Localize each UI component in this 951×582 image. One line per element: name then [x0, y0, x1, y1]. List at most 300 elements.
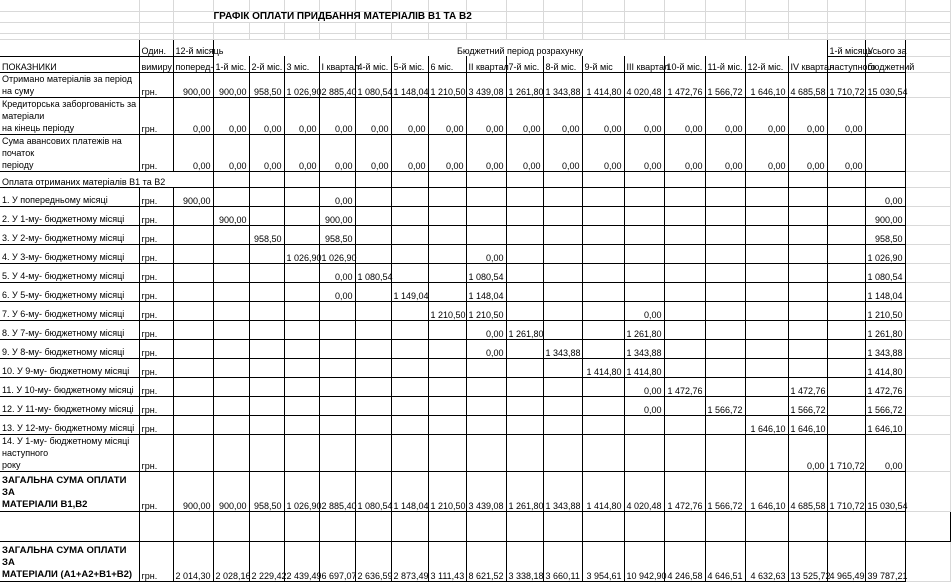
column-header: 6 міс.	[428, 56, 466, 72]
value-cell	[391, 225, 428, 244]
empty-cell	[905, 0, 950, 11]
value-cell	[428, 339, 466, 358]
value-cell	[355, 301, 391, 320]
value-cell: 39 787,21	[865, 541, 905, 581]
value-cell	[428, 187, 466, 206]
value-cell: 15 030,54	[865, 471, 905, 511]
empty-cell	[506, 171, 543, 187]
row-label-line-1: Кредиторська заборгованість за матеріали	[2, 98, 137, 121]
value-cell: 0,00	[624, 377, 664, 396]
empty-cell	[827, 511, 865, 541]
empty-cell	[788, 0, 827, 11]
empty-cell	[173, 511, 213, 541]
value-cell	[664, 244, 705, 263]
value-cell	[355, 377, 391, 396]
empty-cell	[624, 0, 664, 11]
empty-cell	[139, 511, 173, 541]
value-cell	[582, 206, 624, 225]
value-cell: 958,50	[865, 225, 905, 244]
empty-cell	[905, 97, 950, 134]
column-header: 7-й міс.	[506, 56, 543, 72]
empty-cell	[582, 0, 624, 11]
value-cell	[664, 282, 705, 301]
unit-cell: грн.	[139, 434, 173, 471]
value-cell: 0,00	[173, 134, 213, 171]
value-cell	[391, 377, 428, 396]
value-cell	[788, 225, 827, 244]
value-cell: 1 148,04	[466, 282, 506, 301]
value-cell: 900,00	[213, 471, 249, 511]
row-label-line-2: на кінець періоду	[2, 122, 75, 133]
value-cell: 0,00	[788, 434, 827, 471]
empty-cell	[284, 511, 319, 541]
value-cell: 0,00	[249, 134, 284, 171]
value-cell: 1 343,88	[543, 471, 582, 511]
empty-cell	[865, 22, 905, 33]
value-cell	[664, 187, 705, 206]
value-cell: 0,00	[284, 97, 319, 134]
value-cell: 0,00	[745, 134, 788, 171]
empty-cell	[249, 22, 284, 33]
value-cell	[705, 339, 745, 358]
table-row	[0, 282, 950, 301]
value-cell	[284, 206, 319, 225]
empty-cell	[865, 511, 905, 541]
value-cell	[284, 301, 319, 320]
empty-cell	[173, 0, 213, 11]
value-cell: 0,00	[624, 301, 664, 320]
value-cell	[466, 415, 506, 434]
value-cell	[249, 434, 284, 471]
value-cell: 1 343,88	[543, 72, 582, 97]
value-cell: 4 020,48	[624, 471, 664, 511]
value-cell	[213, 225, 249, 244]
table-row	[0, 225, 950, 244]
value-cell	[827, 225, 865, 244]
value-cell	[249, 396, 284, 415]
table-row	[0, 134, 950, 171]
empty-cell	[428, 171, 466, 187]
value-cell: 1 646,10	[788, 415, 827, 434]
table-row	[0, 339, 950, 358]
value-cell	[506, 301, 543, 320]
empty-cell	[827, 171, 865, 187]
value-cell	[705, 282, 745, 301]
value-cell	[355, 244, 391, 263]
value-cell	[624, 244, 664, 263]
table-row	[0, 301, 950, 320]
header-unit-l2: вимиру	[139, 56, 173, 72]
value-cell	[249, 282, 284, 301]
value-cell	[249, 377, 284, 396]
empty-cell	[355, 22, 391, 33]
value-cell: 0,00	[865, 434, 905, 471]
row-label: 2. У 1-му- бюджетному місяці	[0, 206, 139, 225]
value-cell	[705, 320, 745, 339]
value-cell: 0,00	[624, 134, 664, 171]
column-header: ІV квартал	[788, 56, 827, 72]
value-cell	[319, 339, 355, 358]
empty-cell	[506, 0, 543, 11]
empty-cell	[139, 11, 173, 22]
row-label	[0, 97, 139, 134]
empty-cell	[543, 11, 582, 22]
value-cell: 0,00	[319, 97, 355, 134]
value-cell	[428, 377, 466, 396]
value-cell	[745, 282, 788, 301]
value-cell	[391, 415, 428, 434]
value-cell: 900,00	[319, 206, 355, 225]
value-cell	[213, 434, 249, 471]
value-cell	[319, 396, 355, 415]
empty-cell	[905, 511, 950, 541]
value-cell	[173, 377, 213, 396]
value-cell: 4 965,49	[827, 541, 865, 581]
value-cell	[428, 415, 466, 434]
header-next-l2: наступного	[827, 56, 865, 72]
value-cell	[506, 339, 543, 358]
value-cell	[506, 377, 543, 396]
empty-cell	[905, 11, 950, 22]
value-cell	[745, 244, 788, 263]
header-budget-period: Бюджетний період розрахунку	[213, 39, 827, 56]
empty-cell	[827, 11, 865, 22]
value-cell	[624, 282, 664, 301]
empty-cell	[0, 22, 139, 33]
value-cell	[319, 415, 355, 434]
value-cell: 4 246,58	[664, 541, 705, 581]
value-cell	[543, 206, 582, 225]
value-cell	[705, 301, 745, 320]
table-row	[0, 244, 950, 263]
row-label: 9. У 8-му- бюджетному місяці	[0, 339, 139, 358]
value-cell: 1 472,76	[865, 377, 905, 396]
unit-cell: грн.	[139, 225, 173, 244]
unit-cell: грн.	[139, 358, 173, 377]
value-cell	[213, 339, 249, 358]
value-cell	[173, 282, 213, 301]
value-cell	[506, 244, 543, 263]
empty-cell	[865, 0, 905, 11]
table-row	[0, 0, 950, 11]
header-prev-l2: поперед-	[173, 56, 213, 72]
value-cell: 8 621,52	[466, 541, 506, 581]
value-cell: 6 697,07	[319, 541, 355, 581]
row-label	[0, 434, 139, 471]
value-cell	[391, 244, 428, 263]
empty-cell	[705, 22, 745, 33]
value-cell	[543, 320, 582, 339]
empty-cell	[543, 171, 582, 187]
value-cell: 15 030,54	[865, 72, 905, 97]
value-cell	[391, 358, 428, 377]
value-cell	[428, 396, 466, 415]
page-title: ГРАФІК ОПЛАТИ ПРИДБАННЯ МАТЕРІАЛІВ В1 ТА В2	[173, 11, 506, 22]
empty-cell	[664, 171, 705, 187]
value-cell	[582, 244, 624, 263]
empty-cell	[0, 0, 139, 11]
value-cell	[543, 225, 582, 244]
value-cell: 1 646,10	[745, 415, 788, 434]
value-cell: 1 710,72	[827, 72, 865, 97]
empty-cell	[664, 0, 705, 11]
unit-cell: грн.	[139, 187, 173, 206]
value-cell: 1 026,90	[284, 244, 319, 263]
table-row	[0, 541, 950, 581]
column-header: 8-й міс.	[543, 56, 582, 72]
value-cell	[391, 206, 428, 225]
value-cell	[284, 320, 319, 339]
empty-cell	[543, 511, 582, 541]
value-cell	[249, 415, 284, 434]
empty-cell	[905, 134, 950, 171]
header-total-l2: бюджетний	[865, 56, 905, 72]
header-total-l1: Усього за	[865, 39, 905, 56]
value-cell	[284, 282, 319, 301]
value-cell: 4 020,48	[624, 72, 664, 97]
column-header: ІІІ квартал	[624, 56, 664, 72]
value-cell: 2 636,59	[355, 541, 391, 581]
value-cell: 1 646,10	[745, 471, 788, 511]
value-cell: 958,50	[249, 72, 284, 97]
value-cell	[624, 225, 664, 244]
value-cell	[355, 396, 391, 415]
empty-cell	[905, 320, 950, 339]
table-row	[0, 206, 950, 225]
empty-cell	[0, 11, 139, 22]
value-cell	[391, 187, 428, 206]
value-cell	[319, 301, 355, 320]
value-cell	[705, 225, 745, 244]
value-cell	[827, 244, 865, 263]
value-cell: 1 148,04	[865, 282, 905, 301]
row-label-line-2: МАТЕРІАЛИ В1,В2	[2, 498, 88, 510]
value-cell	[664, 301, 705, 320]
value-cell	[249, 263, 284, 282]
value-cell	[355, 282, 391, 301]
value-cell	[827, 282, 865, 301]
value-cell: 1 414,80	[624, 358, 664, 377]
value-cell	[428, 263, 466, 282]
value-cell	[466, 434, 506, 471]
empty-cell	[905, 377, 950, 396]
value-cell	[664, 339, 705, 358]
value-cell	[543, 358, 582, 377]
value-cell	[582, 301, 624, 320]
value-cell	[355, 358, 391, 377]
value-cell	[827, 339, 865, 358]
value-cell	[355, 415, 391, 434]
empty-cell	[905, 471, 950, 511]
value-cell: 0,00	[788, 97, 827, 134]
value-cell	[788, 187, 827, 206]
empty-cell	[582, 11, 624, 22]
value-cell	[466, 396, 506, 415]
empty-cell	[249, 0, 284, 11]
value-cell	[213, 358, 249, 377]
table-row	[0, 11, 950, 22]
value-cell	[249, 339, 284, 358]
value-cell: 1 148,04	[391, 471, 428, 511]
value-cell: 900,00	[213, 72, 249, 97]
empty-cell	[905, 39, 950, 56]
unit-cell: грн.	[139, 206, 173, 225]
value-cell	[582, 434, 624, 471]
row-label-line-1: ЗАГАЛЬНА СУМА ОПЛАТИ ЗА	[2, 544, 127, 568]
header-next-l1: 1-й місяць	[827, 39, 865, 56]
value-cell: 1 026,90	[284, 72, 319, 97]
value-cell: 1 472,76	[788, 377, 827, 396]
value-cell: 4 685,58	[788, 471, 827, 511]
row-label-line-2: МАТЕРІАЛИ (А1+А2+В1+В2)	[2, 568, 133, 580]
table-row	[0, 377, 950, 396]
value-cell	[582, 339, 624, 358]
value-cell	[745, 396, 788, 415]
value-cell	[624, 434, 664, 471]
empty-cell	[428, 0, 466, 11]
empty-cell	[664, 511, 705, 541]
value-cell: 1 472,76	[664, 377, 705, 396]
unit-cell: грн.	[139, 415, 173, 434]
value-cell	[213, 244, 249, 263]
empty-cell	[139, 0, 173, 11]
empty-cell	[249, 171, 284, 187]
row-label	[0, 541, 139, 581]
unit-cell: грн.	[139, 134, 173, 171]
table-row	[0, 358, 950, 377]
empty-cell	[582, 22, 624, 33]
empty-cell	[319, 22, 355, 33]
value-cell	[319, 434, 355, 471]
empty-cell	[428, 22, 466, 33]
empty-cell	[624, 11, 664, 22]
empty-cell	[355, 0, 391, 11]
value-cell: 1 261,80	[506, 471, 543, 511]
value-cell	[428, 206, 466, 225]
value-cell	[391, 396, 428, 415]
row-label: 3. У 2-му- бюджетному місяці	[0, 225, 139, 244]
value-cell: 0,00	[213, 97, 249, 134]
header-indicators-top	[0, 39, 139, 56]
value-cell	[827, 415, 865, 434]
value-cell: 900,00	[173, 187, 213, 206]
value-cell: 958,50	[249, 471, 284, 511]
value-cell	[355, 187, 391, 206]
value-cell	[506, 358, 543, 377]
empty-cell	[213, 511, 249, 541]
unit-cell: грн.	[139, 244, 173, 263]
header-unit-l1: Один.	[139, 39, 173, 56]
value-cell: 1 414,80	[582, 471, 624, 511]
value-cell	[284, 263, 319, 282]
value-cell: 1 261,80	[506, 72, 543, 97]
value-cell	[506, 206, 543, 225]
table-row	[0, 39, 950, 56]
value-cell: 958,50	[319, 225, 355, 244]
value-cell	[664, 434, 705, 471]
value-cell	[664, 225, 705, 244]
value-cell: 2 885,40	[319, 72, 355, 97]
empty-cell	[905, 358, 950, 377]
section-label: Оплата отриманих матеріалів В1 та В2	[0, 171, 213, 187]
value-cell	[582, 263, 624, 282]
value-cell: 4 646,51	[705, 541, 745, 581]
value-cell	[582, 320, 624, 339]
empty-cell	[905, 541, 950, 581]
empty-cell	[905, 187, 950, 206]
value-cell	[788, 206, 827, 225]
value-cell: 0,00	[249, 97, 284, 134]
value-cell	[664, 396, 705, 415]
empty-cell	[865, 11, 905, 22]
column-header: 10-й міс.	[664, 56, 705, 72]
value-cell	[582, 282, 624, 301]
empty-cell	[788, 171, 827, 187]
row-label: Отримано матеріалів за період на суму	[0, 72, 139, 97]
value-cell	[582, 225, 624, 244]
empty-cell	[466, 511, 506, 541]
value-cell	[664, 206, 705, 225]
value-cell	[705, 187, 745, 206]
value-cell	[664, 320, 705, 339]
table-row	[0, 72, 950, 97]
value-cell	[745, 206, 788, 225]
value-cell	[624, 187, 664, 206]
value-cell	[745, 263, 788, 282]
row-label: 1. У попередньому місяці	[0, 187, 139, 206]
empty-cell	[788, 511, 827, 541]
value-cell	[355, 320, 391, 339]
empty-cell	[745, 11, 788, 22]
value-cell	[466, 225, 506, 244]
empty-cell	[213, 171, 249, 187]
value-cell	[173, 339, 213, 358]
value-cell	[664, 358, 705, 377]
row-label-line-2: року	[2, 459, 21, 470]
value-cell	[173, 415, 213, 434]
row-label: 5. У 4-му- бюджетному місяці	[0, 263, 139, 282]
table-row	[0, 97, 950, 134]
unit-cell: грн.	[139, 320, 173, 339]
value-cell	[428, 320, 466, 339]
value-cell	[355, 434, 391, 471]
value-cell: 1 148,04	[391, 72, 428, 97]
empty-cell	[284, 22, 319, 33]
value-cell: 0,00	[319, 263, 355, 282]
row-label: 8. У 7-му- бюджетному місяці	[0, 320, 139, 339]
value-cell: 0,00	[466, 134, 506, 171]
value-cell	[827, 358, 865, 377]
value-cell: 3 439,08	[466, 72, 506, 97]
empty-cell	[905, 22, 950, 33]
value-cell: 0,00	[391, 97, 428, 134]
column-header: 4-й міс.	[355, 56, 391, 72]
row-label: 10. У 9-му- бюджетному місяці	[0, 358, 139, 377]
value-cell	[745, 339, 788, 358]
value-cell	[543, 263, 582, 282]
value-cell: 900,00	[173, 471, 213, 511]
value-cell: 900,00	[173, 72, 213, 97]
value-cell	[788, 358, 827, 377]
value-cell	[745, 301, 788, 320]
value-cell	[428, 282, 466, 301]
row-label-line-1: ЗАГАЛЬНА СУМА ОПЛАТИ ЗА	[2, 474, 127, 498]
value-cell: 1 026,90	[284, 471, 319, 511]
empty-cell	[905, 396, 950, 415]
empty-cell	[391, 22, 428, 33]
value-cell	[827, 320, 865, 339]
value-cell	[466, 206, 506, 225]
